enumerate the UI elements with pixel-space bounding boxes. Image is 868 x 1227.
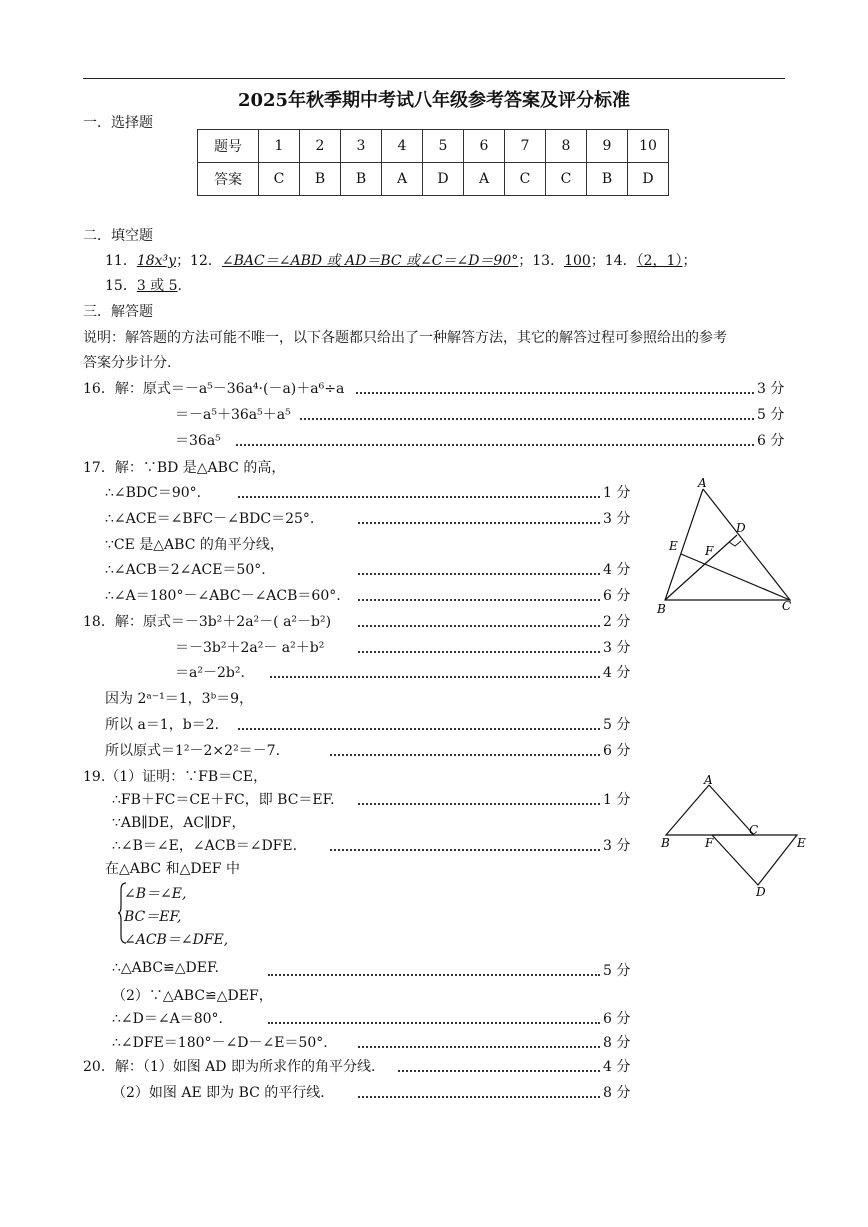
leader-dots (330, 835, 600, 851)
label-D: D (736, 521, 746, 535)
section-solve: 三．解答题 (83, 304, 153, 320)
q18-line-2: ＝－3b²＋2a²－ a²＋b² (175, 640, 325, 656)
leader-dots (300, 404, 754, 420)
table-cell: D (423, 163, 464, 196)
score: 6 分 (603, 588, 631, 604)
q19-system-1: ∠B＝∠E, (124, 886, 187, 902)
note-line-1: 说明：解答题的方法可能不唯一，以下各题都只给出了一种解答方法，其它的解答过程可参照给出的参考 (83, 330, 727, 346)
score: 3 分 (603, 838, 631, 854)
q20-line-2: （2）如图 AE 即为 BC 的平行线. (112, 1085, 325, 1101)
leader-dots (356, 378, 754, 394)
label-B: B (661, 836, 670, 850)
score: 4 分 (603, 665, 631, 681)
score: 6 分 (603, 1011, 631, 1027)
label-D: D (756, 885, 766, 899)
score: 3 分 (757, 381, 785, 397)
leader-dots (358, 508, 600, 524)
label-F: F (705, 544, 714, 558)
q15-number: 15． (105, 278, 137, 294)
q18-line-4: 因为 2ᵃ⁻¹＝1，3ᵇ＝9， (105, 691, 254, 707)
label-E: E (797, 836, 806, 850)
note-line-2: 答案分步计分. (83, 355, 172, 371)
leader-dots (358, 637, 600, 653)
q16-line-2: ＝－a⁵＋36a⁵＋a⁵ (175, 407, 291, 423)
q18-line-3: ＝a²－2b². (175, 665, 245, 681)
table-cell: 5 (423, 130, 464, 163)
table-cell: C (259, 163, 300, 196)
score: 3 分 (603, 511, 631, 527)
q17-line-2: ∴∠BDC＝90°. (105, 485, 202, 501)
answer-table (197, 129, 669, 196)
q11-answer: 18x³y (136, 253, 177, 269)
table-cell: 10 (628, 130, 669, 163)
leader-dots (238, 714, 600, 730)
q16-line-3: ＝36a⁵ (175, 433, 221, 449)
q18-line-6: 所以原式＝1²－2×2²＝－7. (105, 743, 281, 759)
table-cell: 2 (300, 130, 341, 163)
q19-line-4: ∴∠B＝∠E，∠ACB＝∠DFE. (112, 838, 298, 854)
leader-dots (358, 559, 600, 575)
table-cell: D (628, 163, 669, 196)
q19-system-2: BC＝EF, (124, 909, 182, 925)
page-title: 2025年秋季期中考试八年级参考答案及评分标准 (237, 90, 631, 111)
table-cell: 8 (546, 130, 587, 163)
q14-end: ； (682, 253, 697, 269)
table-cell: 7 (505, 130, 546, 163)
label-C: C (782, 599, 792, 613)
q17-line-1: 17．解：∵BD 是△ABC 的高， (83, 460, 286, 476)
section-choice: 一．选择题 (83, 115, 153, 131)
q19-system-3: ∠ACB＝∠DFE, (124, 932, 229, 948)
label-E: E (669, 539, 678, 553)
score: 4 分 (603, 1059, 631, 1075)
table-cell: B (300, 163, 341, 196)
table-cell: B (587, 163, 628, 196)
q14-number: ；14． (590, 253, 637, 269)
score: 5 分 (757, 407, 785, 423)
leader-dots (358, 1082, 600, 1098)
table-cell: 1 (259, 130, 300, 163)
table-cell: 3 (341, 130, 382, 163)
q19-line-11: ∴∠D＝∠A＝80°. (112, 1011, 223, 1027)
score: 4 分 (603, 562, 631, 578)
label-B: B (657, 602, 666, 616)
table-cell: 6 (464, 130, 505, 163)
score: 8 分 (603, 1085, 631, 1101)
table-cell: C (546, 163, 587, 196)
label-A: A (698, 476, 707, 490)
score: 1 分 (603, 792, 631, 808)
q19-line-5: 在△ABC 和△DEF 中 (105, 861, 240, 877)
leader-dots (238, 482, 600, 498)
fill-line-1 (105, 250, 696, 270)
score: 2 分 (603, 614, 631, 630)
q17-line-6: ∴∠A＝180°－∠ABC－∠ACB＝60°. (105, 588, 341, 604)
q15-answer: 3 或 5 (136, 278, 178, 294)
table-header-cell: 答案 (198, 163, 259, 196)
score: 6 分 (757, 433, 785, 449)
label-F: F (705, 836, 714, 850)
label-A: A (704, 773, 713, 787)
q13-number: ；13． (518, 253, 565, 269)
q18-line-5: 所以 a＝1，b＝2. (105, 717, 220, 733)
q19-line-2: ∴FB＋FC＝CE＋FC，即 BC＝EF. (112, 792, 335, 808)
table-row (198, 163, 669, 196)
score: 3 分 (603, 640, 631, 656)
q17-line-3: ∴∠ACE＝∠BFC－∠BDC＝25°. (105, 511, 315, 527)
score: 6 分 (603, 743, 631, 759)
leader-dots (268, 960, 600, 976)
q12-number: ；12． (176, 253, 222, 269)
triangle-figure-2 (656, 772, 816, 900)
q16-line-1: 16．解：原式＝－a⁵－36a⁴·(－a)＋a⁶÷a (83, 381, 345, 397)
triangle-figure-1 (655, 476, 795, 616)
leader-dots (270, 662, 600, 678)
q19-line-10: （2）∵△ABC≌△DEF， (112, 988, 273, 1004)
leader-dots (358, 1032, 600, 1048)
top-rule (83, 78, 785, 79)
fill-line-2 (105, 275, 182, 295)
table-row (198, 130, 669, 163)
q19-line-1: 19.（1）证明：∵FB＝CE， (83, 769, 268, 785)
q20-line-1: 20．解：（1）如图 AD 即为所求作的角平分线. (83, 1059, 376, 1075)
leader-dots (268, 1008, 600, 1024)
section-fill: 二．填空题 (83, 228, 153, 244)
score: 5 分 (603, 717, 631, 733)
q19-line-12: ∴∠DFE＝180°－∠D－∠E＝50°. (112, 1035, 328, 1051)
q18-line-1: 18．解：原式＝－3b²＋2a²－( a²－b²) (83, 614, 332, 630)
table-header-cell: 题号 (198, 130, 259, 163)
table-cell: B (341, 163, 382, 196)
leader-dots (398, 1056, 600, 1072)
leader-dots (358, 611, 600, 627)
score: 8 分 (603, 1035, 631, 1051)
q13-answer: 100 (564, 253, 591, 269)
table-cell: 9 (587, 130, 628, 163)
q17-line-5: ∴∠ACB＝2∠ACE＝50°. (105, 562, 266, 578)
table-cell: A (382, 163, 423, 196)
leader-dots (358, 789, 600, 805)
leader-dots (330, 740, 600, 756)
q17-line-4: ∵CE 是△ABC 的角平分线， (105, 537, 284, 553)
q19-line-9: ∴△ABC≌△DEF. (112, 960, 219, 976)
label-C: C (749, 823, 759, 837)
table-cell: A (464, 163, 505, 196)
leader-dots (236, 430, 754, 446)
table-cell: C (505, 163, 546, 196)
q19-line-3: ∵AB∥DE，AC∥DF， (112, 815, 246, 831)
score: 5 分 (603, 963, 631, 979)
q12-answer: ∠BAC＝∠ABD 或 AD＝BC 或∠C＝∠D＝90° (221, 253, 519, 269)
table-cell: 4 (382, 130, 423, 163)
leader-dots (358, 585, 600, 601)
q14-answer: （2，1） (636, 253, 683, 269)
score: 1 分 (603, 485, 631, 501)
q15-end: . (177, 278, 182, 294)
q11-number: 11． (105, 253, 137, 269)
